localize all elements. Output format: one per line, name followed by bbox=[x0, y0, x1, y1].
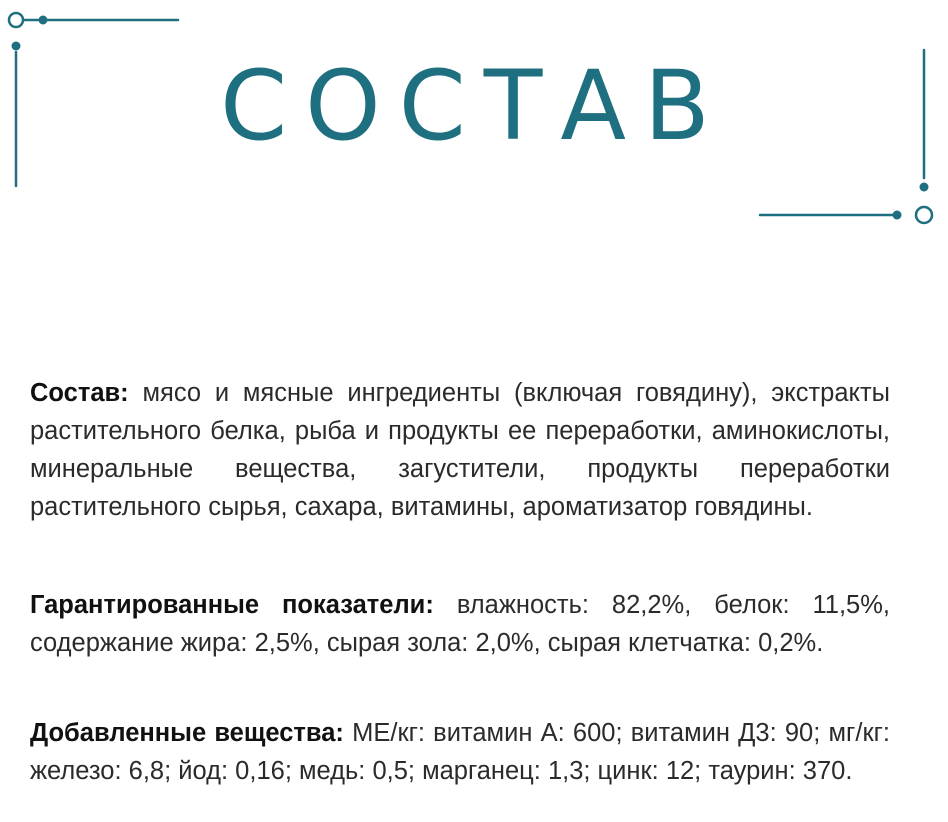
corner-dot-icon bbox=[920, 183, 929, 192]
additives-text: МЕ/кг: витамин А: 600; витамин Д3: 90; мг/кг: железо: 6,8; йод: 0,16; медь: 0,5; марганец: 1,3; цинк: 12; таурин: 370. bbox=[30, 719, 890, 785]
composition-text: мясо и мясные ингредиенты (включая говядину), экстракты растительного белка, рыба и продукты ее переработки, аминокислоты, минеральные вещества, загустители, продукты переработки растительного сырья, сахара, витамины, ароматизатор говядины. bbox=[30, 379, 890, 521]
corner-ring-icon bbox=[916, 207, 932, 223]
guaranteed-values-text: влажность: 82,2%, белок: 11,5%, содержание жира: 2,5%, сырая зола: 2,0%, сырая клетчатка: 0,2%. bbox=[30, 591, 890, 657]
corner-dot-icon bbox=[893, 211, 902, 220]
composition-paragraph bbox=[30, 374, 890, 526]
guaranteed-values-paragraph bbox=[30, 586, 890, 662]
guaranteed-values-label: Гарантированные показатели: bbox=[30, 591, 434, 619]
corner-ring-icon bbox=[9, 13, 23, 27]
additives-label: Добавленные вещества: bbox=[30, 719, 344, 747]
page-title: СОСТАВ bbox=[220, 50, 728, 162]
composition-label: Состав: bbox=[30, 379, 129, 407]
corner-dot-icon bbox=[39, 16, 48, 25]
additives-paragraph bbox=[30, 714, 890, 790]
corner-dot-icon bbox=[12, 42, 21, 51]
